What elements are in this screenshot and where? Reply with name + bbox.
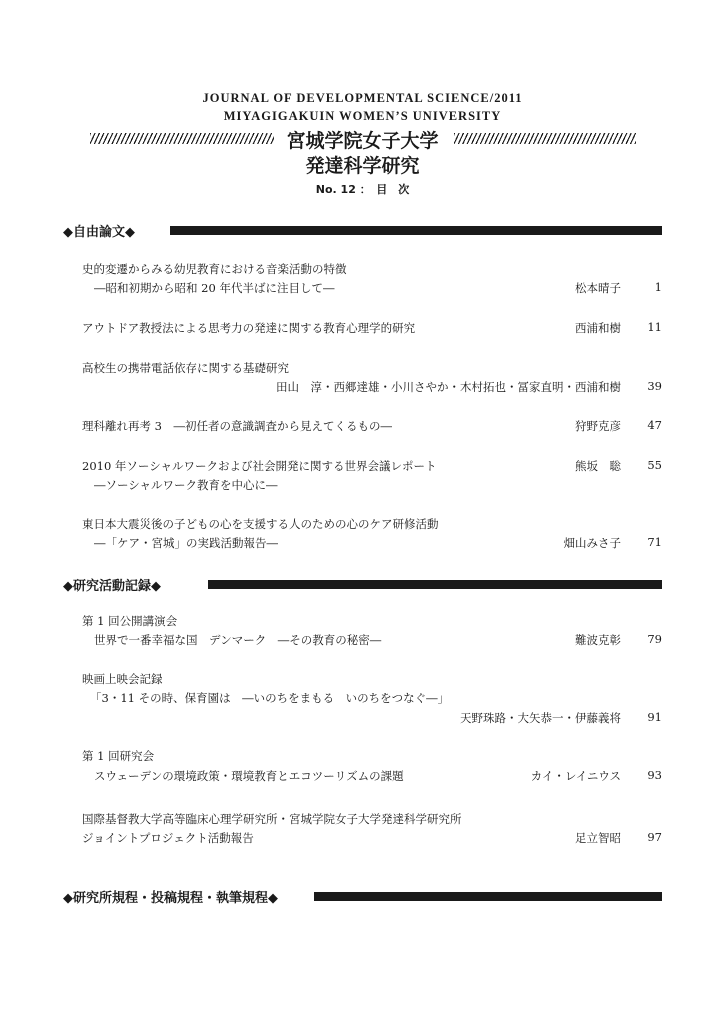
entry-page: 55 — [647, 458, 662, 472]
section-divider — [170, 226, 662, 235]
entry-page: 39 — [647, 379, 662, 393]
entry-title: 映画上映会記録 — [82, 672, 163, 686]
section-divider — [208, 580, 662, 589]
entry-page: 11 — [647, 320, 662, 334]
entry-title: 史的変遷からみる幼児教育における音楽活動の特徴 — [82, 262, 347, 276]
entry-author: 西浦和樹 — [575, 321, 621, 335]
entry-subtitle: ―「ケア・宮城」の実践活動報告― — [94, 536, 278, 550]
entry-title: アウトドア教授法による思考力の発達に関する教育心理学的研究 — [82, 321, 416, 335]
entry-title: 第 1 回公開講演会 — [82, 614, 178, 628]
entry-page: 79 — [647, 632, 662, 646]
entry-title: 国際基督教大学高等臨床心理学研究所・宮城学院女子大学発達科学研究所 — [82, 812, 462, 826]
entry-author: 熊坂 聡 — [575, 459, 621, 473]
journal-title-en: JOURNAL OF DEVELOPMENTAL SCIENCE/2011 — [202, 91, 523, 105]
entry-author: 田山 淳・西郷達雄・小川さやか・木村拓也・冨家直明・西浦和樹 — [276, 380, 621, 394]
entry-page: 47 — [647, 418, 662, 432]
entry-page: 91 — [647, 710, 662, 724]
entry-title: 第 1 回研究会 — [82, 749, 155, 763]
entry-title: 高校生の携帯電話依存に関する基礎研究 — [82, 361, 289, 375]
journal-title-jp: 発達科学研究 — [305, 155, 420, 177]
section-heading: ◆研究所規程・投稿規程・執筆規程◆ — [63, 891, 278, 906]
entry-author: カイ・レイニウス — [530, 769, 621, 783]
entry-title: 理科離れ再考 3 ―初任者の意識調査から見えてくるもの― — [82, 419, 392, 433]
entry-subtitle: 世界で一番幸福な国 デンマーク ―その教育の秘密― — [94, 633, 382, 647]
entry-subtitle: ―ソーシャルワーク教育を中心に― — [94, 478, 278, 492]
entry-author: 狩野克彦 — [575, 419, 621, 433]
entry-author: 足立智昭 — [575, 831, 621, 845]
issue-label: No. 12 ： 目 次 — [315, 183, 410, 196]
entry-title: 東日本大震災後の子どもの心を支援する人のための心のケア研修活動 — [82, 517, 439, 531]
entry-subtitle: ―昭和初期から昭和 20 年代半ばに注目して― — [94, 281, 335, 295]
entry-author: 難波克彰 — [575, 633, 621, 647]
entry-page: 97 — [647, 830, 662, 844]
entry-title: 2010 年ソーシャルワークおよび社会開発に関する世界会議レポート — [82, 459, 437, 473]
entry-author: 天野珠路・大矢恭一・伊藤義将 — [460, 711, 621, 725]
university-name-jp: 宮城学院女子大学 — [286, 130, 439, 152]
section-heading: ◆自由論文◆ — [63, 225, 135, 240]
entry-author: 畑山みさ子 — [563, 536, 621, 550]
entry-page: 1 — [654, 280, 662, 294]
entry-author: 松本晴子 — [575, 281, 621, 295]
section-divider — [314, 892, 662, 901]
entry-page: 93 — [647, 768, 662, 782]
section-heading: ◆研究活動記録◆ — [63, 579, 161, 594]
entry-subtitle: ジョイントプロジェクト活動報告 — [82, 831, 254, 845]
entry-subtitle: スウェーデンの環境政策・環境教育とエコツーリズムの課題 — [94, 769, 404, 783]
entry-subtitle: 「3・11 その時、保育園は ―いのちをまもる いのちをつなぐ―」 — [90, 691, 450, 705]
university-name-en: MIYAGIGAKUIN WOMEN’S UNIVERSITY — [223, 109, 502, 123]
entry-page: 71 — [647, 535, 662, 549]
